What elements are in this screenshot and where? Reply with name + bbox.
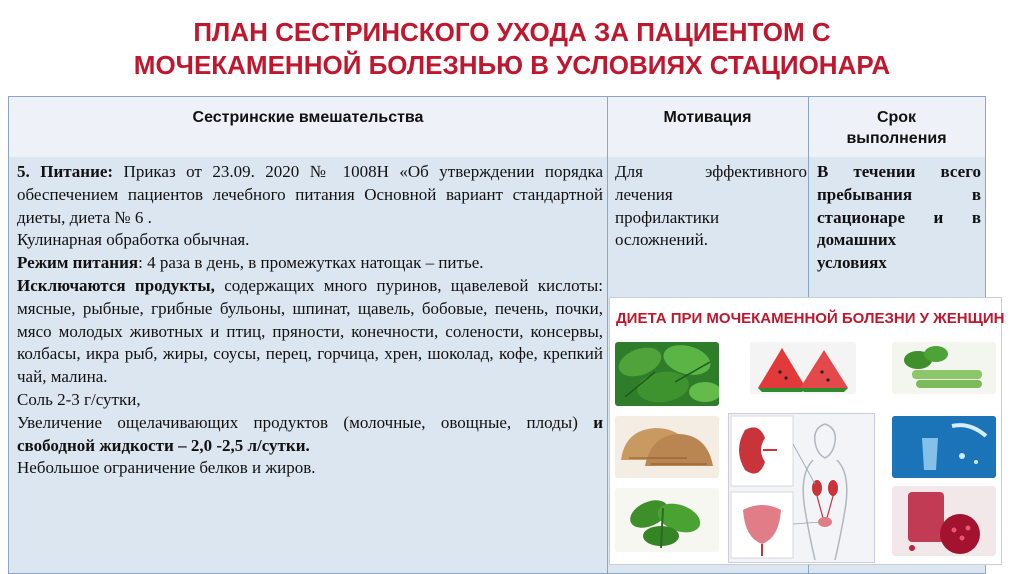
- infographic-title: ДИЕТА ПРИ МОЧЕКАМЕННОЙ БОЛЕЗНИ У ЖЕНЩИН: [616, 304, 996, 334]
- alkaline-products: [17, 412, 603, 458]
- urinary-system-diagram: [728, 413, 875, 563]
- water-image: [892, 416, 996, 478]
- pomegranate-image: [892, 486, 996, 556]
- diet-infographic: [609, 297, 1005, 565]
- meal-regime: [17, 252, 603, 275]
- header-deadline-line2: выполнения: [846, 130, 947, 147]
- basil-image: [615, 488, 719, 552]
- watermelon-image: [750, 342, 856, 394]
- excluded-products-text: содержащих много пуринов, щавелевой кислоты: мясные, рыбные, грибные бульоны, шпинат, щавель, бобовые, печень, почки, мясо молодых животных и птиц, пряности, конечности, солености, консервы, колбасы, икра рыб, жиры, соусы, перец, горчица, хрен, шоколад, кофе, крепкий чай, малина.: [17, 275, 603, 387]
- header-interventions: Сестринские вмешательства: [192, 109, 424, 126]
- interventions-cell: [17, 161, 603, 480]
- meal-regime-label: Режим питания: [17, 253, 139, 273]
- celery-image: [892, 342, 996, 394]
- alkaline-products-text: Увеличение ощелачивающих продуктов (молочные, овощные, плоды): [17, 412, 578, 432]
- page-title: [0, 16, 1024, 82]
- meal-regime-text: : 4 раза в день, в промежутках натощак – питье.: [138, 253, 484, 273]
- cooking-text: Кулинарная обработка обычная.: [17, 230, 250, 250]
- header-motivation: Мотивация: [663, 109, 752, 126]
- salt-text: Соль 2-3 г/сутки,: [17, 389, 141, 409]
- deadline-line3: стационаре и в: [817, 207, 981, 227]
- column-divider-1: [607, 97, 608, 573]
- bread-image: [615, 416, 719, 478]
- motivation-line4: осложнений.: [615, 230, 708, 250]
- excluded-products-label: Исключаются продукты,: [17, 275, 215, 295]
- nutrition-order-text: Приказ от 23.09. 2020 № 1008Н «Об утверждении порядка обеспечением пациентов лечебного питания Основной вариант стандартной диеты, диета № 6 .: [17, 162, 604, 227]
- motivation-cell: [615, 161, 807, 252]
- mint-leaves-image: [615, 342, 719, 406]
- motivation-line2: лечения: [615, 184, 673, 204]
- title-line-1: ПЛАН СЕСТРИНСКОГО УХОДА ЗА ПАЦИЕНТОМ С: [193, 17, 831, 47]
- table-header: [9, 97, 985, 158]
- header-deadline-line1: Срок: [876, 109, 917, 126]
- nutrition-label: 5. Питание:: [17, 162, 114, 181]
- protein-fat-text: Небольшое ограничение белков и жиров.: [17, 458, 316, 478]
- nutrition-order: [17, 161, 603, 229]
- motivation-line3: профилактики: [615, 207, 720, 227]
- deadline-cell: [817, 161, 981, 275]
- deadline-line2: пребывания в: [817, 184, 981, 204]
- title-line-2: МОЧЕКАМЕННОЙ БОЛЕЗНЬЮ В УСЛОВИЯХ СТАЦИОНАРА: [133, 50, 891, 80]
- deadline-line4: домашних: [817, 230, 897, 250]
- header-deadline: [808, 97, 985, 157]
- deadline-line5: условиях: [817, 253, 887, 273]
- fluid-intake-text: и свободной жидкости – 2,0 -2,5 л/сутки.: [17, 412, 603, 455]
- deadline-line1: В течении всего: [817, 162, 981, 181]
- motivation-line1: Для эффективного: [615, 162, 807, 181]
- excluded-products: [17, 275, 603, 389]
